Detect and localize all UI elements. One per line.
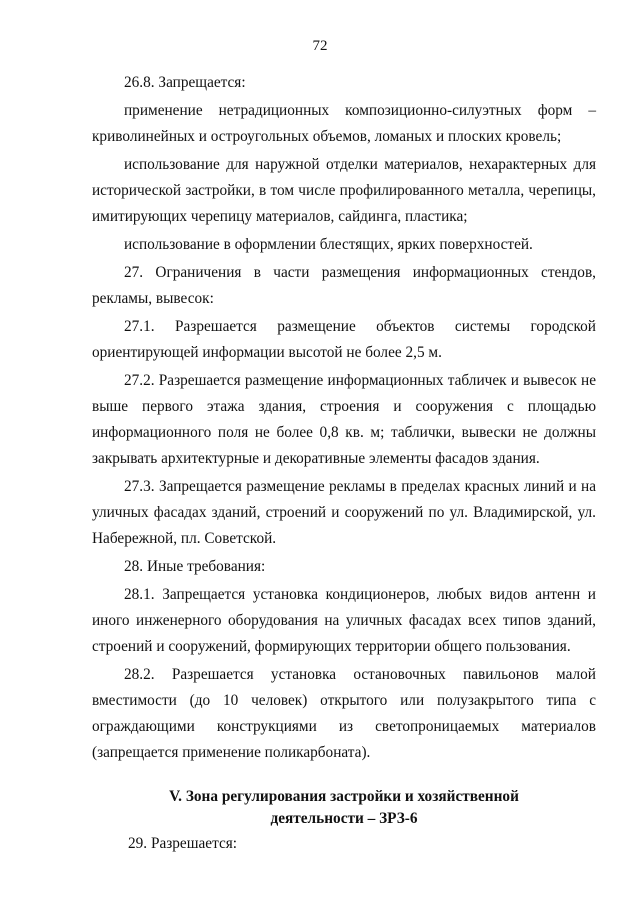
- document-body: [92, 70, 596, 768]
- paragraph-26-8-forms: применение нетрадиционных композиционно-силуэтных форм – криволинейных и остроугольных объемов, ломаных и плоских кровель;: [92, 102, 596, 145]
- paragraph-27-2: 27.2. Разрешается размещение информационных табличек и вывесок не выше первого этажа здания, строения и сооружения с площадью информационного поля не более 0,8 кв. м; таблички, вывески не должны закрывать архитектурные и декоративные элементы фасадов здания.: [92, 372, 596, 467]
- paragraph-28: 28. Иные требования:: [124, 558, 266, 575]
- section-heading-line-1: V. Зона регулирования застройки и хозяйственной: [169, 788, 519, 805]
- paragraph-27-3: 27.3. Запрещается размещение рекламы в пределах красных линий и на уличных фасадах зданий, строений и сооружений по ул. Владимирской, ул. Набережной, пл. Советской.: [92, 478, 596, 547]
- paragraph-27-1: 27.1. Разрешается размещение объектов системы городской ориентирующей информации высотой не более 2,5 м.: [92, 318, 596, 361]
- paragraph-29: 29. Разрешается:: [128, 835, 238, 852]
- section-heading-line-2: деятельности – ЗРЗ-6: [270, 810, 418, 827]
- page-number: 72: [312, 38, 328, 54]
- section-heading: [92, 786, 596, 830]
- paragraph-27: 27. Ограничения в части размещения информационных стендов, рекламы, вывесок:: [92, 264, 596, 307]
- paragraph-28-2: 28.2. Разрешается установка остановочных павильонов малой вместимости (до 10 человек) открытого или полузакрытого типа с ограждающими конструкциями из светопроницаемых материалов (запрещается применение поликарбоната).: [92, 666, 596, 761]
- paragraph-28-1: 28.1. Запрещается установка кондиционеров, любых видов антенн и иного инженерного оборудования на уличных фасадах всех типов зданий, строений и сооружений, формирующих территории общего пользования.: [92, 586, 596, 655]
- paragraph-26-8-materials: использование для наружной отделки материалов, нехарактерных для исторической застройки, в том числе профилированного металла, черепицы, имитирующих черепицу материалов, сайдинга, пластика;: [92, 156, 596, 225]
- paragraph-26-8-heading: 26.8. Запрещается:: [124, 74, 246, 91]
- paragraph-26-8-surfaces: использование в оформлении блестящих, ярких поверхностей.: [124, 236, 533, 253]
